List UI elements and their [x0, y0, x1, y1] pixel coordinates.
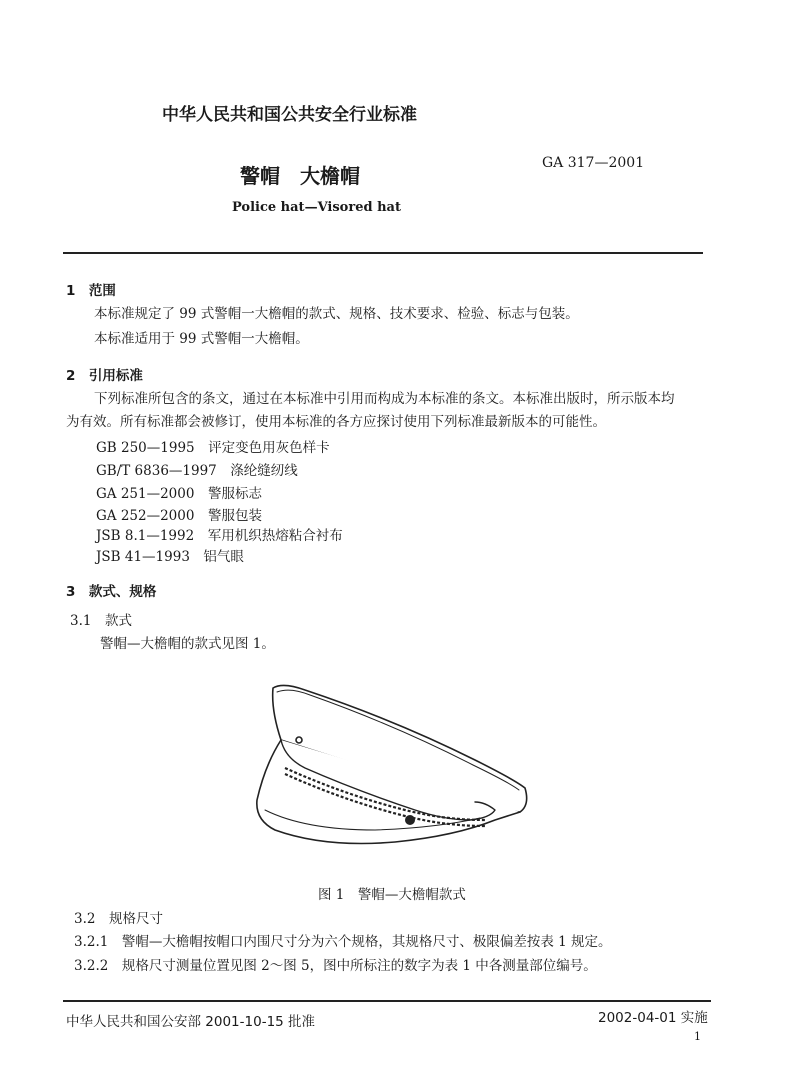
document-title: 警帽 大檐帽 — [240, 164, 360, 188]
section-1-paragraph-1: 本标准规定了 99 式警帽一大檐帽的款式、规格、技术要求、检验、标志与包装。 — [94, 306, 579, 322]
section-3-2-1: 3.2.1 警帽—大檐帽按帽口内围尺寸分为六个规格，其规格尺寸、极限偏差按表 1 规定。 — [74, 934, 612, 950]
standard-number: GA 317—2001 — [542, 155, 645, 171]
header-divider — [63, 252, 703, 254]
reference-item: GA 252—2000 警服包装 — [96, 508, 262, 524]
section-1-paragraph-2: 本标准适用于 99 式警帽一大檐帽。 — [94, 331, 309, 347]
section-1-heading: 1 范围 — [66, 283, 116, 299]
section-2-paragraph-line-1: 下列标准所包含的条文，通过在本标准中引用而构成为本标准的条文。本标准出版时，所示版本均 — [94, 391, 675, 407]
figure-1-caption: 图 1 警帽—大檐帽款式 — [318, 887, 466, 903]
section-2-heading: 2 引用标准 — [66, 368, 143, 384]
standard-category-title: 中华人民共和国公共安全行业标准 — [162, 105, 417, 125]
implementation-date: 2002-04-01 实施 — [598, 1010, 708, 1026]
section-2-paragraph-line-2: 为有效。所有标准都会被修订，使用本标准的各方应探讨使用下列标准最新版本的可能性。 — [66, 414, 606, 430]
visored-hat-figure — [245, 670, 545, 870]
section-3-1-heading: 3.1 款式 — [70, 613, 132, 629]
reference-item: GB 250—1995 评定变色用灰色样卡 — [96, 440, 330, 456]
section-3-2-2: 3.2.2 规格尺寸测量位置见图 2～图 5，图中所标注的数字为表 1 中各测量部位编号。 — [74, 958, 597, 974]
section-3-1-paragraph: 警帽—大檐帽的款式见图 1。 — [100, 636, 275, 652]
section-3-heading: 3 款式、规格 — [66, 584, 157, 600]
section-3-2-heading: 3.2 规格尺寸 — [74, 911, 163, 927]
reference-item: GA 251—2000 警服标志 — [96, 486, 262, 502]
reference-item: JSB 41—1993 铝气眼 — [96, 549, 244, 565]
reference-item: GB/T 6836—1997 涤纶缝纫线 — [96, 463, 298, 479]
english-title: Police hat—Visored hat — [232, 200, 401, 215]
page-number: 1 — [694, 1030, 701, 1043]
reference-item: JSB 8.1—1992 军用机织热熔粘合衬布 — [96, 528, 343, 544]
footer-divider — [63, 1000, 711, 1002]
approval-line: 中华人民共和国公安部 2001-10-15 批准 — [66, 1014, 316, 1030]
